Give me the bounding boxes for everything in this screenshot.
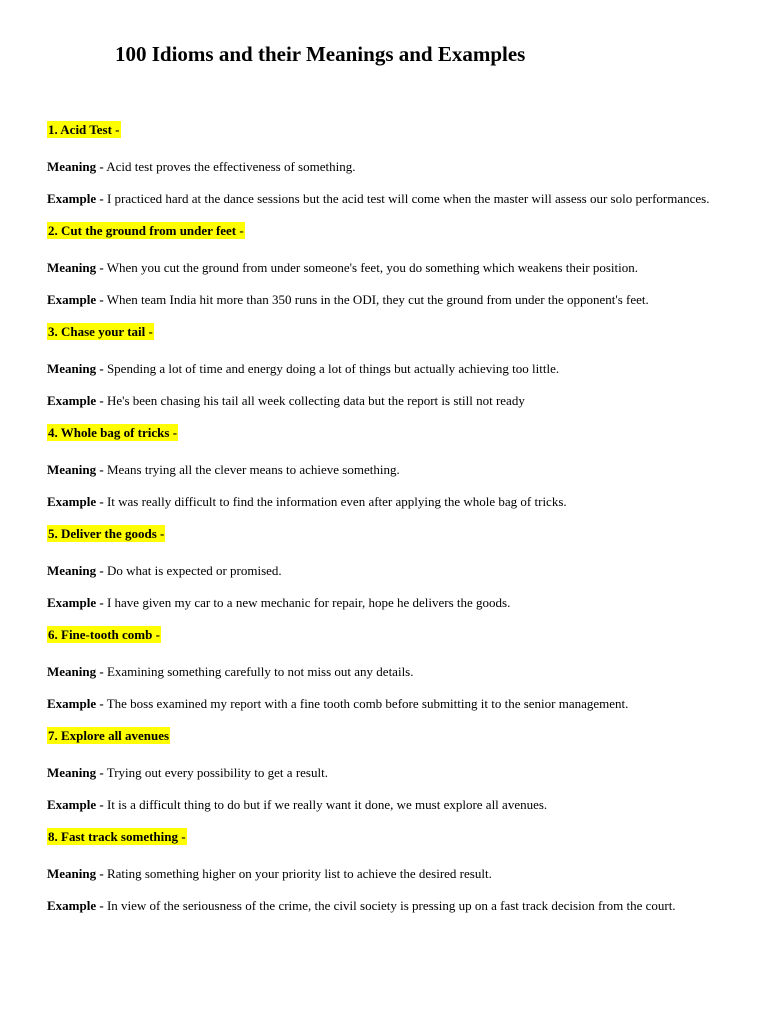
meaning-text: Rating something higher on your priority list to achieve the desired result. — [106, 866, 492, 881]
example-text: It was really difficult to find the information even after applying the whole bag of tricks. — [106, 494, 567, 509]
meaning-text: Do what is expected or promised. — [106, 563, 282, 578]
meaning-label: Meaning - — [47, 765, 104, 780]
example-label: Example - — [47, 191, 104, 206]
meaning-label: Meaning - — [47, 260, 104, 275]
idiom-heading: 3. Chase your tail - — [48, 324, 153, 339]
idiom-meaning — [47, 159, 721, 175]
idiom-meaning — [47, 866, 721, 882]
idiom-heading: 1. Acid Test - — [48, 122, 120, 137]
idiom-meaning — [47, 260, 721, 276]
meaning-label: Meaning - — [47, 361, 104, 376]
example-label: Example - — [47, 595, 104, 610]
example-text: He's been chasing his tail all week collecting data but the report is still not ready — [106, 393, 525, 408]
idiom-list — [47, 121, 721, 914]
meaning-text: Examining something carefully to not miss out any details. — [106, 664, 414, 679]
idiom-item — [47, 727, 721, 828]
idiom-item — [47, 424, 721, 525]
idiom-heading: 5. Deliver the goods - — [48, 526, 165, 541]
idiom-meaning — [47, 765, 721, 781]
idiom-meaning — [47, 664, 721, 680]
idiom-heading: 2. Cut the ground from under feet - — [48, 223, 244, 238]
example-text: The boss examined my report with a fine tooth comb before submitting it to the senior management. — [106, 696, 629, 711]
example-label: Example - — [47, 696, 104, 711]
page-title: 100 Idioms and their Meanings and Examples — [115, 42, 526, 66]
idiom-example — [47, 797, 721, 813]
idiom-heading: 6. Fine-tooth comb - — [48, 627, 160, 642]
meaning-text: When you cut the ground from under someone's feet, you do something which weakens their position. — [106, 260, 638, 275]
meaning-text: Trying out every possibility to get a result. — [106, 765, 328, 780]
idiom-heading: 4. Whole bag of tricks - — [48, 425, 178, 440]
meaning-label: Meaning - — [47, 664, 104, 679]
example-label: Example - — [47, 898, 104, 913]
example-text: It is a difficult thing to do but if we really want it done, we must explore all avenues. — [106, 797, 548, 812]
example-label: Example - — [47, 797, 104, 812]
meaning-text: Means trying all the clever means to achieve something. — [106, 462, 400, 477]
meaning-label: Meaning - — [47, 159, 104, 174]
meaning-text: Spending a lot of time and energy doing a lot of things but actually achieving too little. — [106, 361, 560, 376]
idiom-item — [47, 121, 721, 222]
idiom-meaning — [47, 462, 721, 478]
idiom-meaning — [47, 563, 721, 579]
example-text: When team India hit more than 350 runs in the ODI, they cut the ground from under the opponent's feet. — [106, 292, 649, 307]
meaning-label: Meaning - — [47, 866, 104, 881]
example-text: I practiced hard at the dance sessions but the acid test will come when the master will assess our solo performances. — [106, 191, 710, 206]
idiom-example — [47, 595, 721, 611]
example-label: Example - — [47, 292, 104, 307]
meaning-text: Acid test proves the effectiveness of something. — [106, 159, 356, 174]
idiom-example — [47, 494, 721, 510]
idiom-meaning — [47, 361, 721, 377]
example-text: I have given my car to a new mechanic for repair, hope he delivers the goods. — [106, 595, 511, 610]
idiom-item — [47, 323, 721, 424]
idiom-example — [47, 191, 721, 207]
idiom-heading: 8. Fast track something - — [48, 829, 186, 844]
meaning-label: Meaning - — [47, 563, 104, 578]
idiom-example — [47, 696, 721, 712]
idiom-item — [47, 828, 721, 914]
idiom-heading: 7. Explore all avenues — [48, 728, 170, 743]
idiom-example — [47, 393, 721, 409]
idiom-item — [47, 222, 721, 323]
idiom-item — [47, 626, 721, 727]
idiom-example — [47, 292, 721, 308]
idiom-item — [47, 525, 721, 626]
example-text: In view of the seriousness of the crime, the civil society is pressing up on a fast track decision from the court. — [106, 898, 676, 913]
idiom-example — [47, 898, 721, 914]
example-label: Example - — [47, 494, 104, 509]
meaning-label: Meaning - — [47, 462, 104, 477]
example-label: Example - — [47, 393, 104, 408]
